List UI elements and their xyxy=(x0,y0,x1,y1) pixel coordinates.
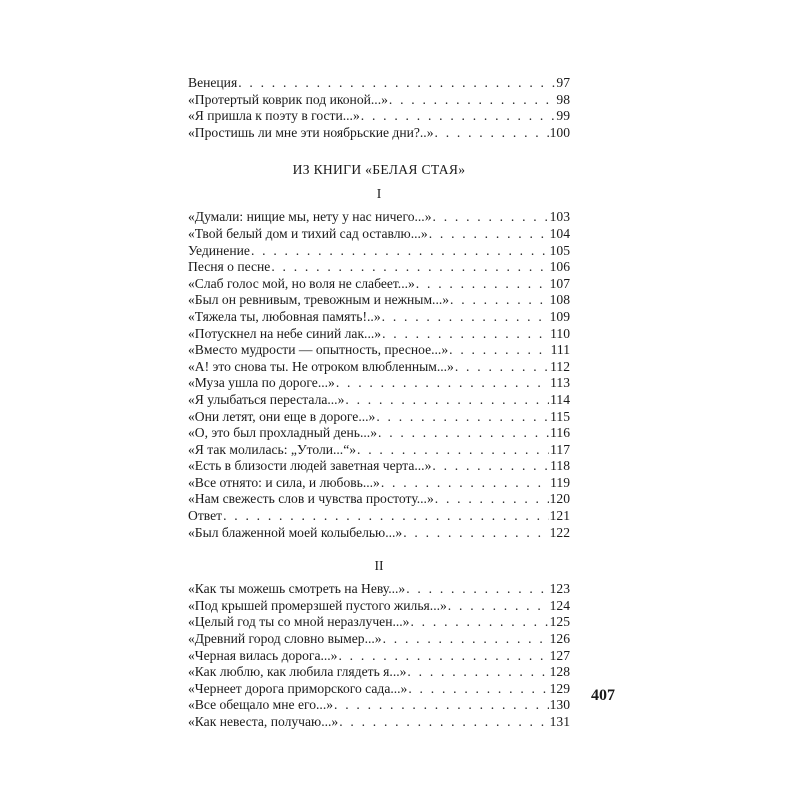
toc-entry-title: «Вместо мудрости — опытность, пресное...» xyxy=(188,342,449,358)
toc-entry xyxy=(188,342,570,359)
leader-dots xyxy=(406,581,548,598)
leader-dots xyxy=(338,648,548,665)
toc-entry xyxy=(188,409,570,426)
leader-dots xyxy=(345,392,549,409)
page-number: 407 xyxy=(591,687,615,704)
leader-dots xyxy=(407,664,548,681)
leader-dots xyxy=(408,681,548,698)
toc-entry-page: 124 xyxy=(549,597,570,613)
toc-entry xyxy=(188,425,570,442)
section-two-entries-list xyxy=(188,581,570,730)
toc-entry-title: «Был он ревнивым, тревожным и нежным...» xyxy=(188,292,450,308)
section-one-entries-list xyxy=(188,209,570,541)
toc-entry-page: 116 xyxy=(550,425,570,441)
toc-entry xyxy=(188,276,570,293)
leader-dots xyxy=(416,276,549,293)
leader-dots xyxy=(382,326,549,343)
leader-dots xyxy=(383,631,549,648)
toc-entry-page: 104 xyxy=(549,225,570,241)
toc-entry xyxy=(188,226,570,243)
toc-entry-title: «Твой белый дом и тихий сад оставлю...» xyxy=(188,225,428,241)
toc-entry-title: «Я так молилась: „Утоли...“» xyxy=(188,441,357,457)
toc-entry xyxy=(188,491,570,508)
toc-entry-page: 112 xyxy=(550,358,570,374)
toc-entry-page: 109 xyxy=(549,308,570,324)
toc-entry xyxy=(188,475,570,492)
toc-entry xyxy=(188,648,570,665)
leader-dots xyxy=(435,125,549,142)
toc-entry xyxy=(188,458,570,475)
section-heading-one: I xyxy=(376,186,382,202)
toc-entry-title: «Под крышей промерзшей пустого жилья...» xyxy=(188,597,447,613)
toc-entry-title: «Нам свежесть слов и чувства простоту...» xyxy=(188,491,434,507)
toc-entry-title: «Муза ушла по дороге...» xyxy=(188,375,335,391)
leader-dots xyxy=(336,375,549,392)
toc-entry xyxy=(188,243,570,260)
leader-dots xyxy=(389,92,556,109)
toc-entry xyxy=(188,375,570,392)
toc-entry xyxy=(188,664,570,681)
toc-entry-title: «Черная вилась дорога...» xyxy=(188,647,338,663)
leader-dots xyxy=(382,309,549,326)
leader-dots xyxy=(378,425,549,442)
toc-entry xyxy=(188,392,570,409)
leader-dots xyxy=(381,475,549,492)
toc-entry-page: 103 xyxy=(549,209,570,225)
toc-entry-title: «Как люблю, как любила глядеть я...» xyxy=(188,664,407,680)
toc-entry-page: 123 xyxy=(549,581,570,597)
leader-dots xyxy=(339,714,548,731)
toc-entry xyxy=(188,631,570,648)
leader-dots xyxy=(433,209,549,226)
leader-dots xyxy=(376,409,549,426)
toc-entry-page: 107 xyxy=(549,275,570,291)
leader-dots xyxy=(238,75,555,92)
toc-entry-title: «Простишь ли мне эти ноябрьские дни?..» xyxy=(188,124,434,140)
leader-dots xyxy=(357,442,549,459)
toc-entry-page: 126 xyxy=(549,631,570,647)
toc-entry-title: «Все обещало мне его...» xyxy=(188,697,334,713)
toc-entry xyxy=(188,92,570,109)
toc-entry-page: 121 xyxy=(549,508,570,524)
toc-entry-title: «Слаб голос мой, но воля не слабеет...» xyxy=(188,275,415,291)
toc-entry xyxy=(188,508,570,525)
toc-entry-page: 117 xyxy=(550,441,570,457)
toc-entry xyxy=(188,108,570,125)
leader-dots xyxy=(432,458,549,475)
book-heading: ИЗ КНИГИ «БЕЛАЯ СТАЯ» xyxy=(292,162,466,178)
toc-entry-title: «Есть в близости людей заветная черта...» xyxy=(188,458,432,474)
toc-entry-page: 120 xyxy=(549,491,570,507)
toc-entry-page: 119 xyxy=(550,474,570,490)
toc-entry-title: «Протертый коврик под иконой...» xyxy=(188,91,388,107)
toc-entry xyxy=(188,681,570,698)
leader-dots xyxy=(271,259,548,276)
toc-entry-title: «Они летят, они еще в дороге...» xyxy=(188,408,376,424)
toc-entry-page: 125 xyxy=(549,614,570,630)
leader-dots xyxy=(223,508,549,525)
toc-entry xyxy=(188,292,570,309)
toc-entry-title: «Как ты можешь смотреть на Неву...» xyxy=(188,581,406,597)
toc-entry-title: Ответ xyxy=(188,508,223,524)
toc-entry xyxy=(188,209,570,226)
toc-entry xyxy=(188,75,570,92)
toc-entry-page: 115 xyxy=(550,408,570,424)
toc-entry-page: 131 xyxy=(549,714,570,729)
toc-entry-title: Венеция xyxy=(188,75,238,90)
toc-entry-page: 129 xyxy=(549,680,570,696)
toc-entry xyxy=(188,359,570,376)
toc-entry xyxy=(188,326,570,343)
toc-entry-page: 114 xyxy=(550,391,570,407)
toc-entry xyxy=(188,525,570,542)
leader-dots xyxy=(435,491,549,508)
toc-entry-title: «Я пришла к поэту в гости...» xyxy=(188,108,360,124)
toc-entry-page: 128 xyxy=(549,664,570,680)
leader-dots xyxy=(455,359,549,376)
toc-entry-page: 99 xyxy=(556,108,570,124)
toc-entry-title: «А! это снова ты. Не отроком влюбленным...» xyxy=(188,358,454,374)
section-heading-two: II xyxy=(374,558,384,574)
toc-entry xyxy=(188,125,570,142)
toc-entry-page: 118 xyxy=(550,458,570,474)
toc-entry-title: «Все отнято: и сила, и любовь...» xyxy=(188,474,380,490)
toc-entry-title: «Тяжела ты, любовная память!..» xyxy=(188,308,381,324)
toc-entry-page: 113 xyxy=(550,375,570,391)
leader-dots xyxy=(449,342,549,359)
toc-entry-title: «Я улыбаться перестала...» xyxy=(188,391,345,407)
toc-entry xyxy=(188,598,570,615)
toc-entry-page: 130 xyxy=(549,697,570,713)
toc-entry-title: «Был блаженной моей колыбелью...» xyxy=(188,524,403,540)
leader-dots xyxy=(429,226,549,243)
leader-dots xyxy=(410,614,548,631)
toc-entry-page: 106 xyxy=(549,259,570,275)
toc-entry-title: «Потускнел на небе синий лак...» xyxy=(188,325,382,341)
leader-dots xyxy=(448,598,549,615)
leader-dots xyxy=(334,697,549,714)
leader-dots xyxy=(251,243,549,260)
toc-entry-title: «Как невеста, получаю...» xyxy=(188,714,339,729)
toc-entry-page: 110 xyxy=(550,325,570,341)
intro-entries-list xyxy=(188,75,570,141)
toc-entry-page: 97 xyxy=(556,75,570,90)
toc-entry-title: «Древний город словно вымер...» xyxy=(188,631,382,647)
toc-entry xyxy=(188,259,570,276)
toc-entry-page: 111 xyxy=(550,342,570,358)
toc-entry-title: «Думали: нищие мы, нету у нас ничего...» xyxy=(188,209,432,225)
toc-entry xyxy=(188,614,570,631)
toc-entry xyxy=(188,581,570,598)
toc-entry-page: 98 xyxy=(556,91,570,107)
toc-entry-title: Уединение xyxy=(188,242,250,258)
toc-entry-title: «О, это был прохладный день...» xyxy=(188,425,377,441)
leader-dots xyxy=(403,525,548,542)
leader-dots xyxy=(450,292,549,309)
toc-entry-title: «Чернеет дорога приморского сада...» xyxy=(188,680,408,696)
toc-entry-title: Песня о песне xyxy=(188,259,271,275)
toc-entry xyxy=(188,442,570,459)
toc-entry-page: 127 xyxy=(549,647,570,663)
toc-entry-page: 122 xyxy=(549,524,570,540)
toc-entry xyxy=(188,714,570,731)
toc-entry xyxy=(188,309,570,326)
toc-entry-page: 105 xyxy=(549,242,570,258)
toc-entry-page: 100 xyxy=(549,124,570,140)
table-of-contents xyxy=(188,75,570,731)
leader-dots xyxy=(361,108,556,125)
toc-entry-title: «Целый год ты со мной неразлучен...» xyxy=(188,614,410,630)
toc-entry-page: 108 xyxy=(549,292,570,308)
toc-entry xyxy=(188,697,570,714)
